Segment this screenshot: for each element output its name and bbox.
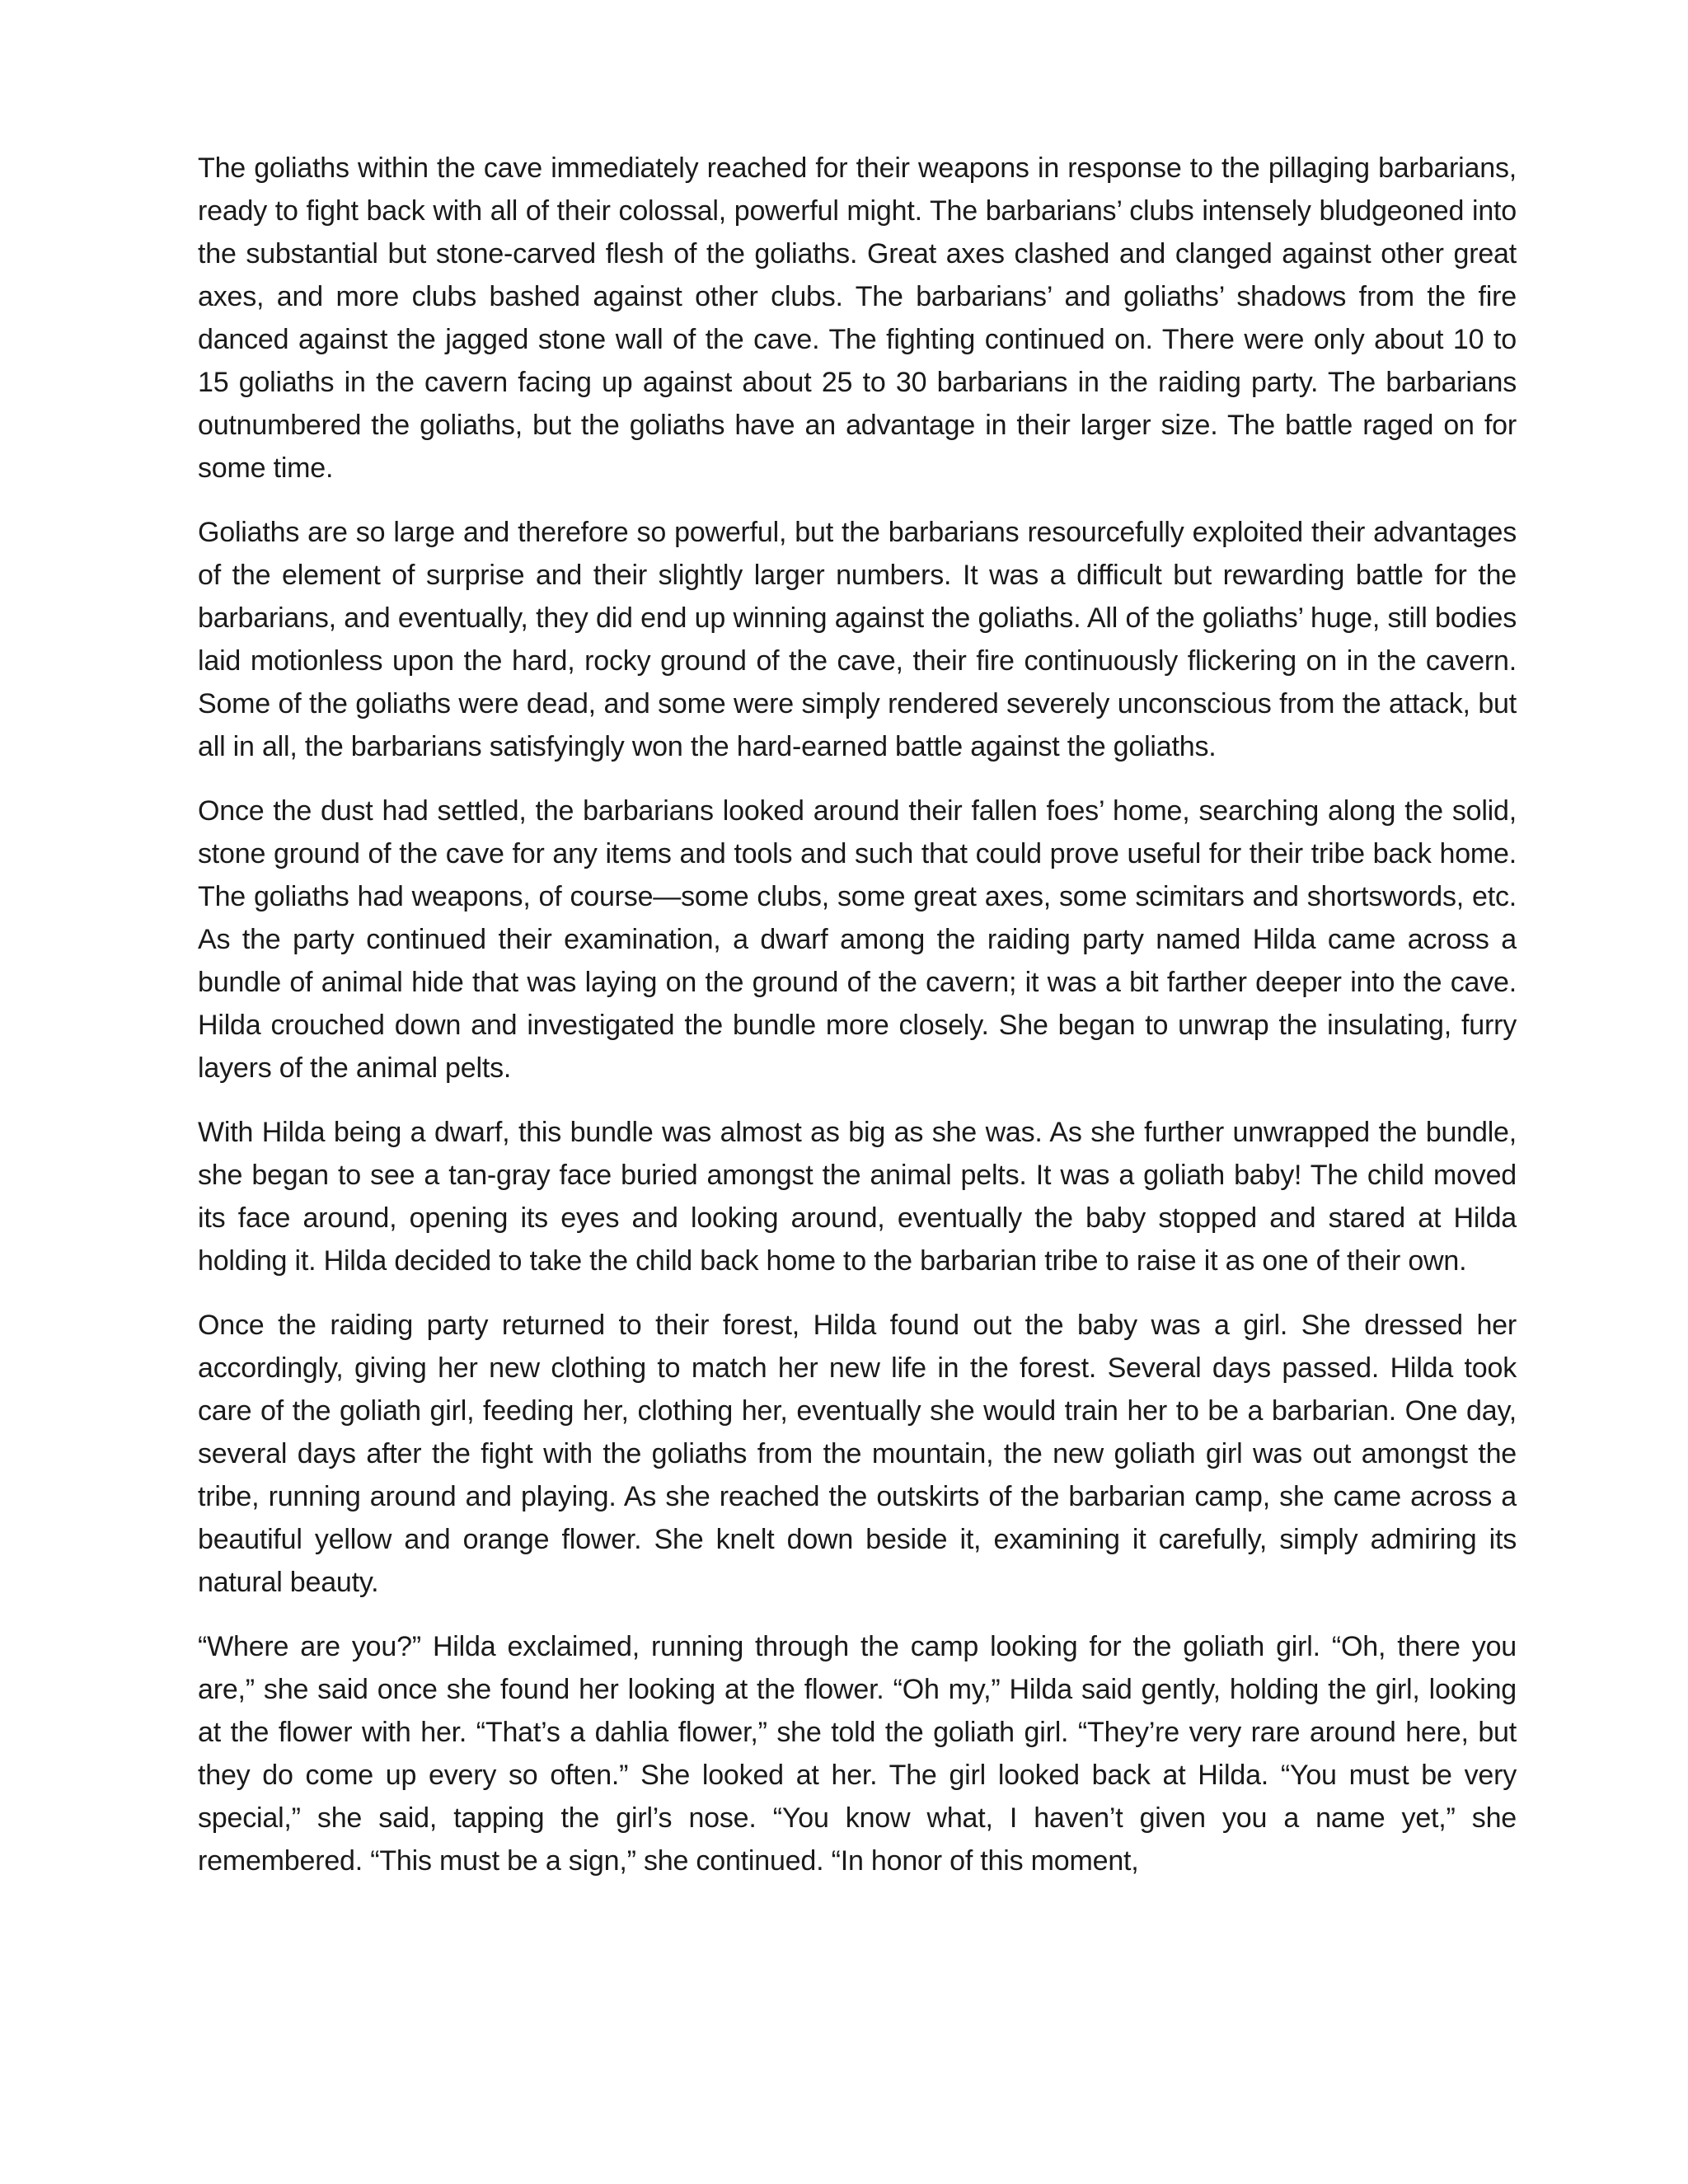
paragraph-5: Once the raiding party returned to their forest, Hilda found out the baby was a girl. She dressed her accordingly, giving her new clothing to match her new life in the forest. Several days passed. Hilda took care of the goliath girl, feeding her, clothing her, eventually she would train her to be a barbarian. One day, several days after the fight with the goliaths from the mountain, the new goliath girl was out amongst the tribe, running around and playing. As she reached the outskirts of the barbarian camp, she came across a beautiful yellow and orange flower. She knelt down beside it, examining it carefully, simply admiring its natural beauty. [198,1310,1517,1598]
paragraph-6: “Where are you?” Hilda exclaimed, running through the camp looking for the goliath girl. “Oh, there you are,” she said once she found her looking at the flower. “Oh my,” Hilda said gently, holding the girl, looking at the flower with her. “That’s a dahlia flower,” she told the goliath girl. “They’re very rare around here, but they do come up every so often.” She looked at her. The girl looked back at Hilda. “You must be very special,” she said, tapping the girl’s nose. “You know what, I haven’t given you a name yet,” she remembered. “This must be a sign,” she continued. “In honor of this moment, [198,1631,1517,1877]
document-body [198,147,1517,1904]
paragraph-3: Once the dust had settled, the barbarians looked around their fallen foes’ home, searching along the solid, stone ground of the cave for any items and tools and such that could prove useful for their tribe back home. The goliaths had weapons, of course—some clubs, some great axes, some scimitars and shortswords, etc. As the party continued their examination, a dwarf among the raiding party named Hilda came across a bundle of animal hide that was laying on the ground of the cavern; it was a bit farther deeper into the cave. Hilda crouched down and investigated the bundle more closely. She began to unwrap the insulating, furry layers of the animal pelts. [198,795,1517,1084]
paragraph-1: The goliaths within the cave immediately reached for their weapons in response to the pillaging barbarians, ready to fight back with all of their colossal, powerful might. The barbarians’ clubs intensely bludgeoned into the substantial but stone-carved flesh of the goliaths. Great axes clashed and clanged against other great axes, and more clubs bashed against other clubs. The barbarians’ and goliaths’ shadows from the fire danced against the jagged stone wall of the cave. The fighting continued on. There were only about 10 to 15 goliaths in the cavern facing up against about 25 to 30 barbarians in the raiding party. The barbarians outnumbered the goliaths, but the goliaths have an advantage in their larger size. The battle raged on for some time. [198,152,1517,484]
paragraph-2: Goliaths are so large and therefore so powerful, but the barbarians resourcefully exploited their advantages of the element of surprise and their slightly larger numbers. It was a difficult but rewarding battle for the barbarians, and eventually, they did end up winning against the goliaths. All of the goliaths’ huge, still bodies laid motionless upon the hard, rocky ground of the cave, their fire continuously flickering on in the cavern. Some of the goliaths were dead, and some were simply rendered severely unconscious from the attack, but all in all, the barbarians satisfyingly won the hard-earned battle against the goliaths. [198,517,1517,762]
paragraph-4: With Hilda being a dwarf, this bundle was almost as big as she was. As she further unwrapped the bundle, she began to see a tan-gray face buried amongst the animal pelts. It was a goliath baby! The child moved its face around, opening its eyes and looking around, eventually the baby stopped and stared at Hilda holding it. Hilda decided to take the child back home to the barbarian tribe to raise it as one of their own. [198,1117,1517,1277]
